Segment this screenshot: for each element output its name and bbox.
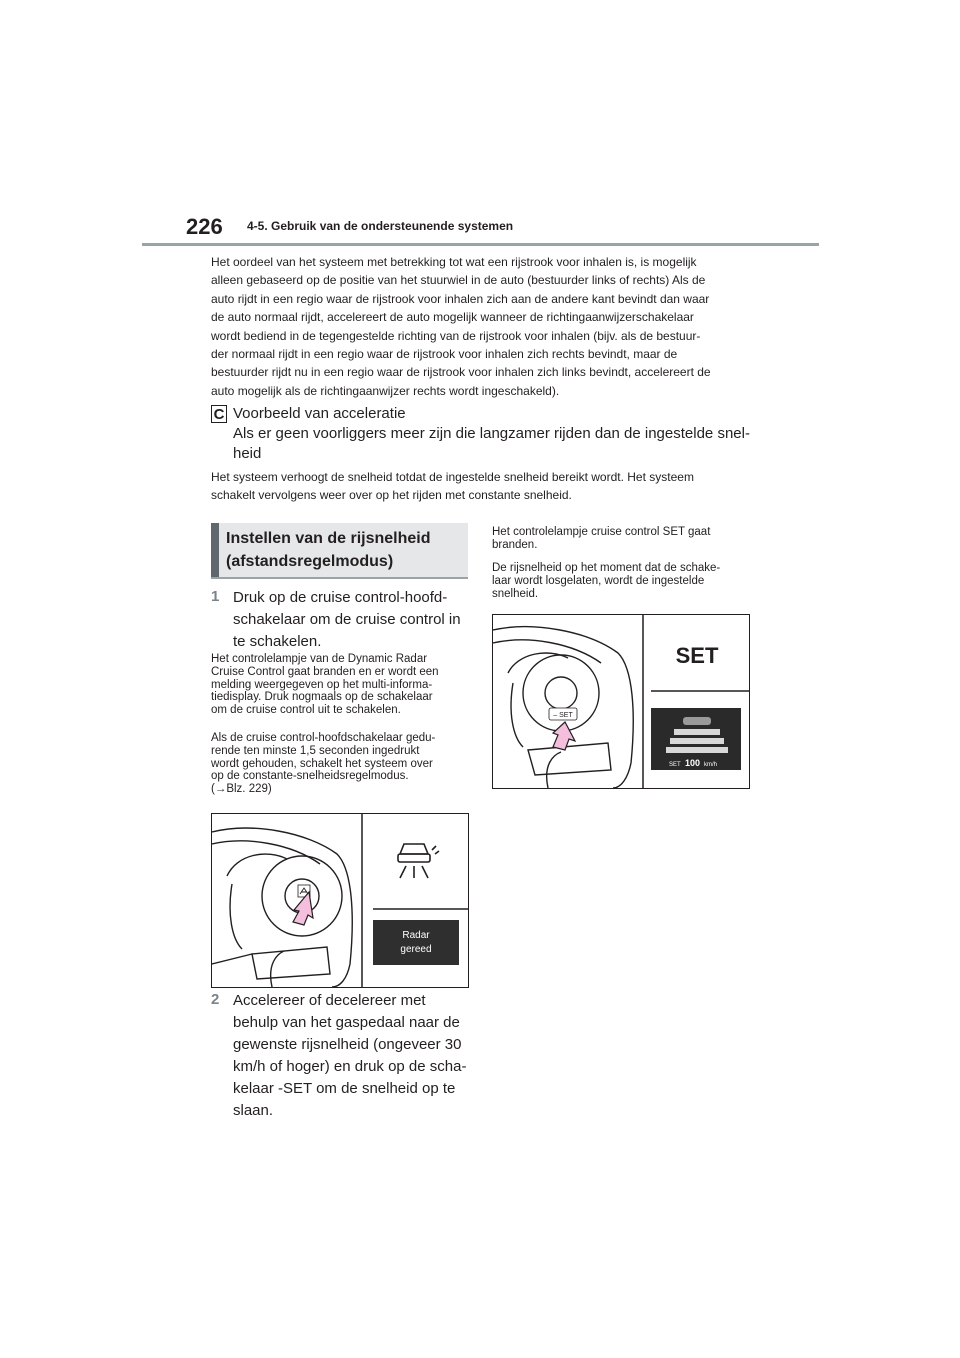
right-note-2	[492, 562, 750, 600]
step-line: gewenste rijsnelheid (ongeveer 30	[233, 1036, 462, 1053]
note-line: laar wordt losgelaten, wordt de ingestelde	[492, 574, 705, 587]
note-line: wordt gehouden, schakelt het systeem over	[211, 757, 433, 770]
speed-value: 100	[685, 758, 701, 768]
radar-ready-display	[373, 920, 459, 965]
section-title: 4-5. Gebruik van de ondersteunende systemen	[247, 219, 514, 233]
subheading-accent-bar	[211, 523, 219, 577]
intro-line: der normaal rijdt in een regio waar de rijstrook voor inhalen zich rechts bevindt, maar de	[211, 347, 678, 362]
steering-wheel-illustration-set	[493, 615, 749, 788]
note-line: tiedisplay. Druk nogmaals op de schakelaar	[211, 691, 433, 704]
display-line-2: gereed	[400, 944, 432, 955]
step-1-note-2	[211, 732, 466, 796]
example-note-line: Het systeem verhoogt de snelheid totdat de ingestelde snelheid bereikt wordt. Het systeem	[211, 470, 694, 484]
note-line: (→Blz. 229)	[211, 783, 272, 796]
note-line: Als de cruise control-hoofdschakelaar gedu-	[211, 732, 436, 744]
intro-line: wordt bediend in de tegengestelde richting van de rijstrook voor inhalen (bijv. als de bestuur-	[211, 328, 701, 343]
note-line: branden.	[492, 538, 538, 551]
note-line: rende ten minste 1,5 seconden ingedrukt	[211, 744, 420, 757]
step-line: km/h of hoger) en druk op de scha-	[233, 1058, 467, 1075]
header-rule	[142, 243, 819, 246]
step-number: 1	[211, 588, 220, 605]
subheading-rule	[211, 577, 468, 579]
speed-unit: km/h	[704, 762, 718, 768]
step-text	[233, 990, 473, 1122]
subheading-line: (afstandsregelmodus)	[226, 553, 394, 570]
note-line: Het controlelampje van de Dynamic Radar	[211, 653, 428, 665]
step-line: kelaar -SET om de snelheid op te	[233, 1080, 456, 1097]
note-line: op de constante-snelheidsregelmodus.	[211, 770, 409, 783]
speed-prefix: SET	[669, 762, 681, 768]
figure-steering-switch-radar	[211, 813, 469, 988]
step-line: slaan.	[233, 1102, 274, 1119]
step-line: Druk op de cruise control-hoofd-	[233, 589, 448, 606]
subheading-line: Instellen van de rijsnelheid	[226, 530, 431, 547]
note-line: snelheid.	[492, 587, 539, 600]
intro-line: Het oordeel van het systeem met betrekking tot wat een rijstrook voor inhalen is, is mogelijk	[211, 255, 697, 269]
right-note-1	[492, 526, 750, 552]
step-text	[233, 587, 473, 653]
page-number: 226	[186, 214, 223, 239]
example-line: Als er geen voorliggers meer zijn die langzamer rijden dan de ingestelde snel-	[233, 425, 750, 442]
note-line: melding weergegeven op het multi-informa-	[211, 678, 433, 691]
intro-paragraph	[211, 253, 751, 400]
display-line-1: Radar	[402, 930, 430, 941]
step-number: 2	[211, 991, 220, 1008]
figure-marker-c: C	[211, 405, 227, 423]
example-heading	[233, 404, 753, 464]
intro-line: de auto normaal rijdt, accelereert de auto mogelijk wanneer de richtingaanwijzerschakelaar	[211, 310, 694, 325]
example-title: Voorbeeld van acceleratie	[233, 405, 406, 422]
step-line: Accelereer of decelereer met	[233, 992, 426, 1009]
set-indicator: SET	[675, 643, 719, 668]
intro-line: alleen gebaseerd op de positie van het stuurwiel in de auto (bestuurder links of rechts) Als de	[211, 273, 706, 288]
intro-line: auto rijdt in een regio waar de rijstrook voor inhalen zich aan de andere kant bevindt dan waar	[211, 291, 710, 306]
example-note-line: schakelt vervolgens weer over op het rijden met constante snelheid.	[211, 488, 572, 503]
example-line: heid	[233, 445, 262, 462]
intro-line: auto mogelijk als de richtingaanwijzer rechts wordt ingeschakeld).	[211, 383, 560, 398]
note-line: om de cruise control uit te schakelen.	[211, 704, 401, 717]
radar-cruise-indicator-icon	[398, 844, 439, 878]
steering-wheel-illustration	[212, 814, 468, 987]
note-line: Het controlelampje cruise control SET gaat	[492, 526, 711, 538]
step-line: te schakelen.	[233, 633, 322, 650]
subheading	[226, 527, 466, 573]
set-switch-label: – SET	[553, 712, 573, 719]
step-1-note-1	[211, 653, 466, 717]
example-note	[211, 468, 751, 505]
note-line: De rijsnelheid op het moment dat de schake-	[492, 562, 721, 574]
note-line: Cruise Control gaat branden en er wordt een	[211, 665, 439, 678]
step-line: behulp van het gaspedaal naar de	[233, 1014, 460, 1031]
figure-steering-switch-set	[492, 614, 750, 789]
intro-line: bestuurder rijdt nu in een regio waar de rijstrook voor inhalen zich links bevindt, accelereert de	[211, 365, 711, 380]
step-line: schakelaar om de cruise control in	[233, 611, 461, 628]
